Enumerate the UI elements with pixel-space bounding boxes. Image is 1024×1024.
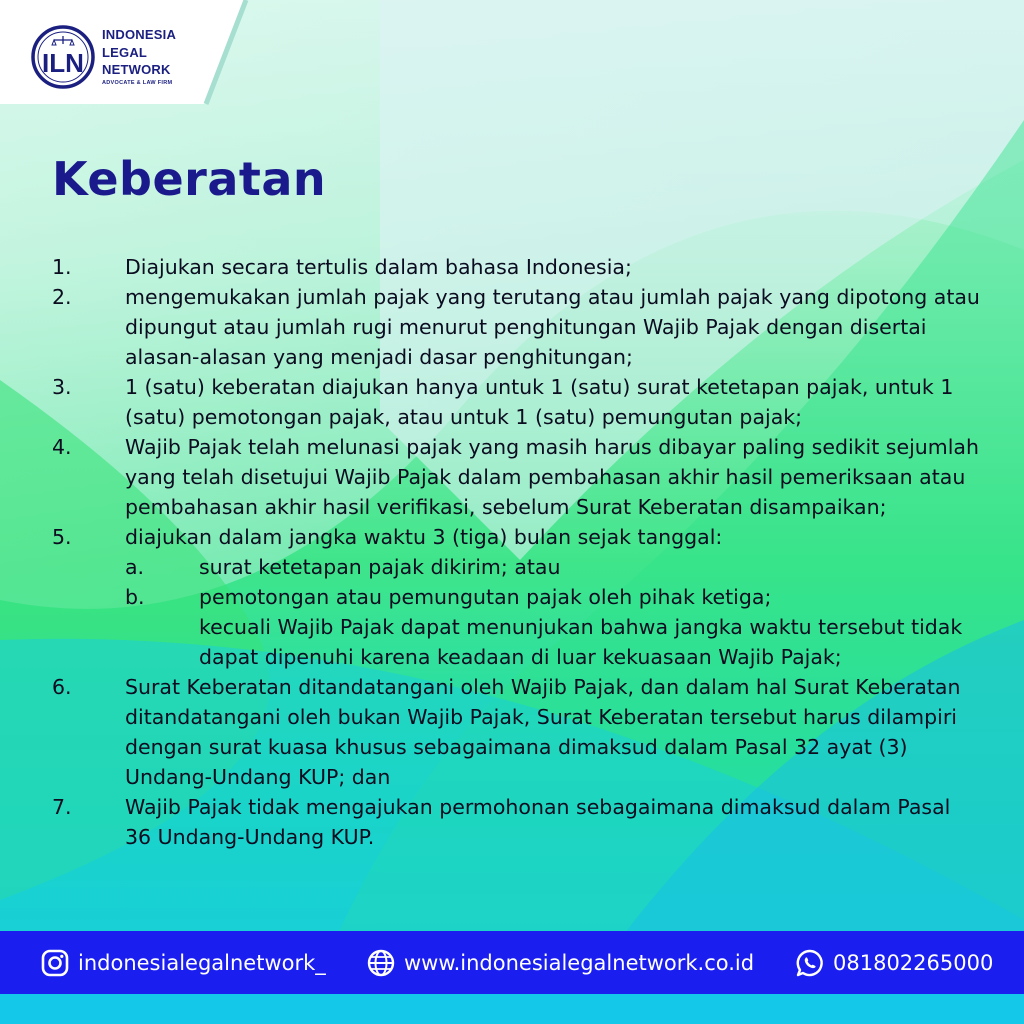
whatsapp-link[interactable] [795,931,993,994]
item-number: 5. [52,525,72,549]
logo-tagline: ADVOCATE & LAW FIRM [102,79,173,86]
logo [0,0,245,104]
requirements-list [52,252,982,852]
instagram-handle: indonesialegalnetwork_ [78,950,326,975]
logo-line-3: NETWORK [102,62,171,77]
sub-item-letter: a. [125,555,145,579]
website-url: www.indonesialegalnetwork.co.id [404,950,755,975]
item-text: Surat Keberatan ditandatangani oleh Wajib Pajak, dan dalam hal Surat Keberatan ditandatangani oleh bukan Wajib Pajak, Surat Keberatan tersebut harus dilampiri dengan surat kuasa khusus sebagaimana dimaksud dalam Pasal 32 ayat (3) Undang-Undang KUP; dan [125,675,961,789]
sub-list-item [125,582,982,612]
item-number: 1. [52,255,72,279]
list-item [52,792,982,852]
page-title: Keberatan [52,152,327,206]
logo-monogram: ILN [42,48,84,78]
whatsapp-icon [795,948,825,978]
list-item [52,432,982,522]
list-item [52,672,982,792]
instagram-link[interactable] [40,931,326,994]
list-item [52,282,982,372]
list-item [52,252,982,282]
item-text: Diajukan secara tertulis dalam bahasa Indonesia; [125,255,632,279]
sub-list-note: kecuali Wajib Pajak dapat menunjukan bahwa jangka waktu tersebut tidak dapat dipenuhi karena keadaan di luar kekuasaan Wajib Pajak; [199,615,963,669]
logo-line-2: LEGAL [102,44,148,60]
item-text: mengemukakan jumlah pajak yang terutang atau jumlah pajak yang dipotong atau dipungut atau jumlah rugi menurut penghitungan Wajib Pajak dengan disertai alasan-alasan yang menjadi dasar penghitungan; [125,285,980,369]
item-number: 4. [52,435,72,459]
whatsapp-number: 081802265000 [833,950,994,975]
footer-bar [0,931,1024,994]
item-text: diajukan dalam jangka waktu 3 (tiga) bulan sejak tanggal: [125,525,723,549]
item-number: 3. [52,375,72,399]
globe-icon [366,948,396,978]
logo-line-1: INDONESIA [102,27,177,42]
item-number: 6. [52,675,72,699]
sub-item-text: surat ketetapan pajak dikirim; atau [199,555,561,579]
sub-item-text: pemotongan atau pemungutan pajak oleh pihak ketiga; [199,585,772,609]
item-number: 2. [52,285,72,309]
instagram-icon [40,948,70,978]
scales-emblem-icon [30,24,96,90]
item-text: 1 (satu) keberatan diajukan hanya untuk 1 (satu) surat ketetapan pajak, untuk 1 (satu) pemotongan pajak, atau untuk 1 (satu) pemungutan pajak; [125,375,954,429]
website-link[interactable] [366,931,754,994]
sub-item-letter: b. [125,585,145,609]
item-text: Wajib Pajak tidak mengajukan permohonan sebagaimana dimaksud dalam Pasal 36 Undang-Undang KUP. [125,795,951,849]
logo-text [102,26,176,87]
sub-list-item [125,552,982,582]
list-item [52,522,982,672]
item-text: Wajib Pajak telah melunasi pajak yang masih harus dibayar paling sedikit sejumlah yang telah disetujui Wajib Pajak dalam pembahasan akhir hasil pemeriksaan atau pembahasan akhir hasil verifikasi, sebelum Surat Keberatan disampaikan; [125,435,979,519]
item-number: 7. [52,795,72,819]
list-item [52,372,982,432]
